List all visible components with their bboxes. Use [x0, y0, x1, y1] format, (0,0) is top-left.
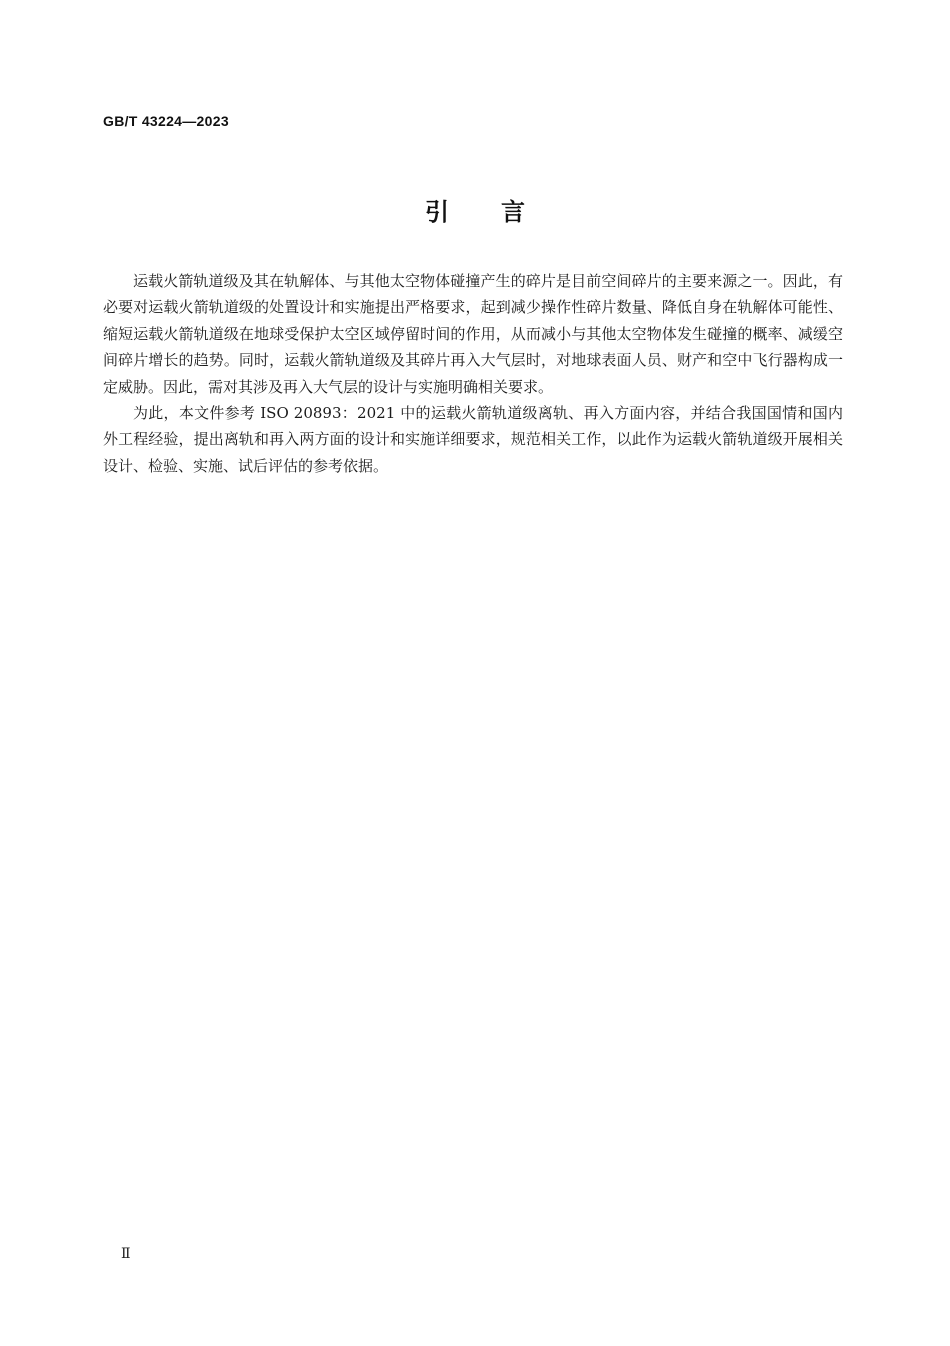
paragraph: 运载火箭轨道级及其在轨解体、与其他太空物体碰撞产生的碎片是目前空间碎片的主要来源之一。因此，有必要对运载火箭轨道级的处置设计和实施提出严格要求，起到减少操作性碎片数量、降低自身在轨解体可能性、缩短运载火箭轨道级在地球受保护太空区域停留时间的作用，从而减小与其他太空物体发生碰撞的概率、减缓空间碎片增长的趋势。同时，运载火箭轨道级及其碎片再入大气层时，对地球表面人员、财产和空中飞行器构成一定威胁。因此，需对其涉及再入大气层的设计与实施明确相关要求。 [103, 272, 843, 396]
body-text [103, 268, 843, 479]
page-number: Ⅱ [121, 1246, 131, 1262]
section-title: 引言 [425, 198, 577, 226]
paragraph: 为此，本文件参考 ISO 20893：2021 中的运载火箭轨道级离轨、再入方面内容，并结合我国国情和国内外工程经验，提出离轨和再入两方面的设计和实施详细要求，规范相关工作，以此作为运载火箭轨道级开展相关设计、检验、实施、试后评估的参考依据。 [103, 404, 843, 475]
standard-code: GB/T 43224—2023 [103, 113, 229, 129]
